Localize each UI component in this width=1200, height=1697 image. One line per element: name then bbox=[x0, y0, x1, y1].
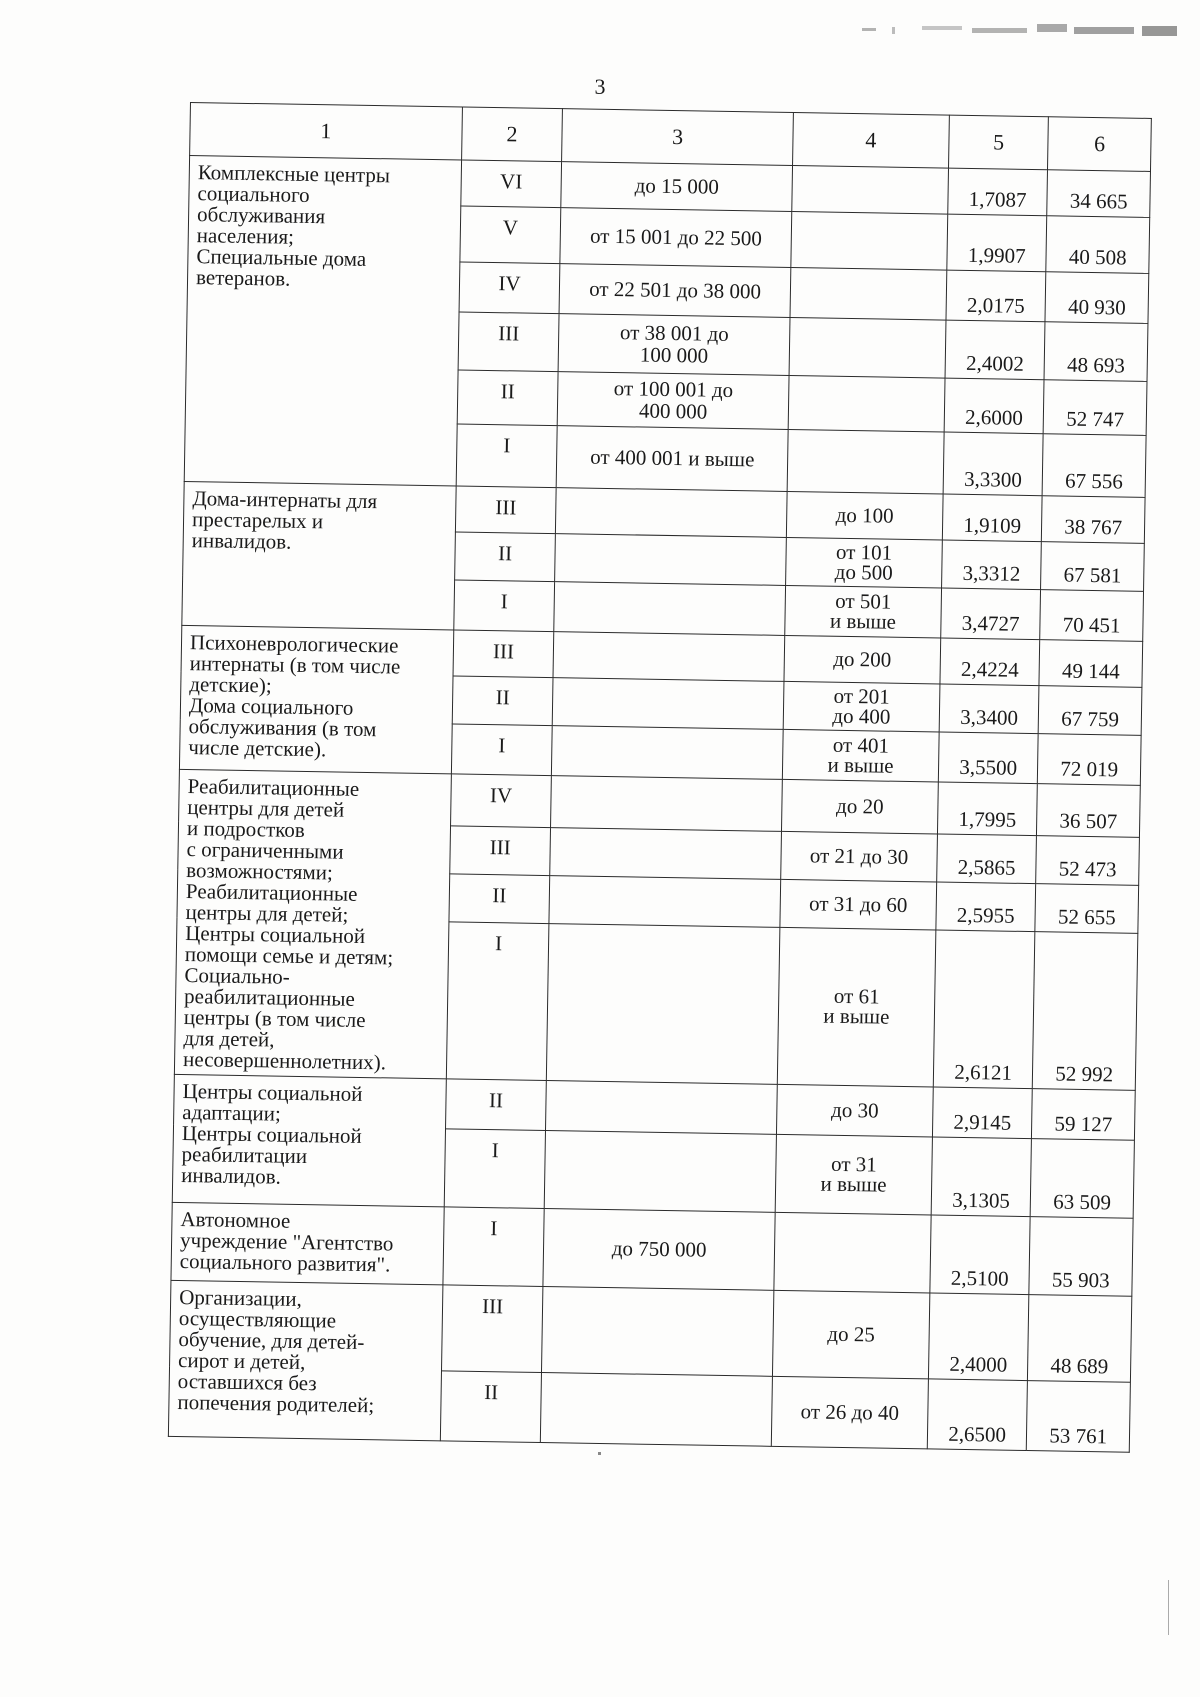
category-cell: III bbox=[450, 826, 551, 876]
population-line: от 400 001 и выше bbox=[590, 444, 755, 472]
institution-type-line: Дома-интернаты для bbox=[192, 486, 378, 514]
coefficient-cell: 3,4727 bbox=[941, 588, 1041, 640]
institution-type-line: Центры социальной bbox=[181, 1121, 362, 1148]
population-cell bbox=[551, 776, 783, 832]
population-line: от 38 001 до bbox=[619, 320, 730, 347]
capacity-line: до 200 bbox=[833, 646, 892, 672]
capacity-line: и выше bbox=[829, 608, 897, 634]
institution-type-line: детские); bbox=[189, 672, 272, 698]
amount-cell: 67 759 bbox=[1039, 686, 1142, 736]
institution-type-cell bbox=[168, 1280, 442, 1440]
amount-cell: 48 689 bbox=[1028, 1295, 1132, 1383]
category-cell: I bbox=[443, 1207, 545, 1287]
capacity-line: от 101 bbox=[835, 539, 893, 565]
institution-type-line: Дома социального bbox=[188, 693, 354, 720]
coefficient-cell: 2,5100 bbox=[930, 1215, 1031, 1295]
institution-type-line: Центры социальной bbox=[182, 1079, 363, 1106]
capacity-line: до 100 bbox=[835, 502, 894, 528]
population-cell bbox=[542, 1287, 774, 1377]
institution-type-line: обучение, для детей- bbox=[178, 1326, 365, 1355]
capacity-cell bbox=[774, 1212, 931, 1293]
coefficient-cell: 2,4224 bbox=[940, 638, 1040, 686]
column-header: 5 bbox=[948, 115, 1048, 170]
capacity-line: до 25 bbox=[827, 1321, 876, 1347]
capacity-cell bbox=[782, 779, 939, 834]
capacity-cell bbox=[784, 635, 941, 684]
capacity-line: от 21 до 30 bbox=[809, 843, 909, 869]
coefficient-cell: 1,9109 bbox=[942, 494, 1042, 542]
institution-type-line: несовершеннолетних). bbox=[182, 1047, 387, 1075]
category-cell: II bbox=[440, 1371, 542, 1443]
population-cell bbox=[547, 924, 780, 1084]
population-line: от 15 001 до 22 500 bbox=[589, 223, 763, 251]
coefficient-cell: 1,7087 bbox=[948, 168, 1048, 216]
column-header: 6 bbox=[1048, 117, 1151, 172]
population-cell bbox=[560, 208, 792, 268]
institution-type-line: числе детские). bbox=[188, 735, 327, 762]
capacity-line: и выше bbox=[823, 1003, 890, 1029]
category-cell: V bbox=[460, 206, 561, 264]
capacity-line: до 20 bbox=[835, 793, 884, 819]
capacity-line: до 500 bbox=[834, 559, 893, 585]
capacity-cell bbox=[791, 211, 948, 270]
capacity-cell bbox=[777, 928, 935, 1087]
population-cell bbox=[555, 534, 787, 586]
population-line: от 100 001 до bbox=[613, 376, 734, 403]
population-line: от 22 501 до 38 000 bbox=[588, 276, 762, 304]
coefficient-cell: 3,5500 bbox=[938, 732, 1038, 784]
amount-cell: 70 451 bbox=[1040, 590, 1143, 642]
institution-type-line: социального bbox=[197, 181, 310, 207]
tariff-table bbox=[168, 102, 1152, 1453]
amount-cell: 55 903 bbox=[1029, 1217, 1133, 1297]
population-cell bbox=[554, 582, 786, 636]
institution-type-line: возможностями; bbox=[186, 858, 334, 885]
amount-cell: 52 747 bbox=[1044, 380, 1147, 436]
capacity-cell bbox=[786, 491, 943, 540]
coefficient-cell: 2,6121 bbox=[933, 930, 1035, 1088]
capacity-line: от 501 bbox=[835, 588, 892, 614]
coefficient-cell: 3,3312 bbox=[941, 540, 1041, 590]
institution-type-line: обслуживания bbox=[196, 202, 326, 229]
category-cell: II bbox=[445, 1079, 546, 1131]
institution-type-line: Реабилитационные bbox=[185, 879, 358, 906]
institution-type-line: центры (в том числе bbox=[183, 1005, 366, 1033]
population-cell bbox=[549, 876, 781, 928]
capacity-line: от 31 bbox=[830, 1151, 877, 1177]
coefficient-cell: 2,0175 bbox=[946, 270, 1046, 322]
category-cell: I bbox=[444, 1129, 546, 1209]
institution-type-line: социального развития". bbox=[179, 1248, 391, 1277]
capacity-cell bbox=[771, 1376, 928, 1449]
population-line: 400 000 bbox=[638, 397, 708, 424]
amount-cell: 72 019 bbox=[1038, 734, 1141, 786]
institution-type-line: центры для детей bbox=[187, 795, 345, 822]
population-cell bbox=[541, 1373, 773, 1447]
coefficient-cell: 3,1305 bbox=[931, 1137, 1032, 1217]
institution-type-line: инвалидов. bbox=[191, 528, 292, 554]
coefficient-cell: 2,4000 bbox=[928, 1293, 1029, 1381]
capacity-cell bbox=[789, 317, 946, 378]
institution-type-line: инвалидов. bbox=[181, 1163, 282, 1189]
population-cell bbox=[559, 264, 791, 318]
institution-type-line: попечения родителей; bbox=[177, 1389, 375, 1418]
scan-artifact bbox=[852, 18, 1182, 44]
coefficient-cell: 3,3300 bbox=[943, 432, 1043, 496]
amount-cell: 36 507 bbox=[1037, 784, 1140, 838]
population-line: 100 000 bbox=[639, 341, 709, 368]
institution-type-line: с ограниченными bbox=[186, 837, 344, 864]
institution-type-line: престарелых и bbox=[191, 507, 324, 534]
population-cell bbox=[552, 678, 784, 730]
capacity-cell bbox=[787, 429, 944, 494]
institution-type-line: реабилитации bbox=[181, 1142, 308, 1169]
institution-type-line: осуществляющие bbox=[178, 1305, 337, 1333]
capacity-cell bbox=[785, 585, 942, 638]
amount-cell: 38 767 bbox=[1042, 496, 1145, 544]
population-cell bbox=[544, 1131, 776, 1213]
institution-type-line: Автономное bbox=[180, 1206, 291, 1233]
column-header: 3 bbox=[562, 109, 794, 166]
capacity-cell bbox=[776, 1084, 933, 1137]
population-line: до 750 000 bbox=[611, 1235, 707, 1262]
institution-type-line: Организации, bbox=[178, 1284, 303, 1312]
coefficient-cell: 2,6000 bbox=[944, 378, 1044, 434]
population-cell bbox=[561, 162, 792, 212]
capacity-line: от 31 до 60 bbox=[808, 891, 908, 917]
capacity-line: от 61 bbox=[833, 984, 880, 1009]
coefficient-cell: 2,6500 bbox=[927, 1379, 1028, 1451]
population-cell bbox=[546, 1081, 778, 1135]
category-cell: I bbox=[454, 580, 555, 632]
capacity-cell bbox=[786, 537, 943, 588]
category-cell: IV bbox=[450, 774, 551, 828]
capacity-line: и выше bbox=[827, 752, 894, 778]
institution-type-line: Специальные дома bbox=[196, 244, 367, 271]
institution-type-line: сирот и детей, bbox=[177, 1347, 306, 1375]
amount-cell: 52 655 bbox=[1035, 884, 1138, 934]
capacity-cell bbox=[781, 832, 938, 883]
institution-type-cell bbox=[171, 1202, 444, 1284]
category-cell: IV bbox=[459, 262, 560, 314]
institution-type-line: реабилитационные bbox=[183, 984, 356, 1011]
category-cell: III bbox=[458, 312, 559, 372]
institution-type-line: ветеранов. bbox=[195, 265, 291, 291]
capacity-line: от 201 bbox=[833, 683, 890, 709]
capacity-cell bbox=[775, 1134, 932, 1215]
column-header: 2 bbox=[461, 107, 562, 162]
population-cell bbox=[557, 372, 789, 430]
category-cell: III bbox=[441, 1285, 543, 1373]
coefficient-cell: 2,9145 bbox=[932, 1087, 1032, 1139]
coefficient-cell: 1,7995 bbox=[937, 782, 1037, 836]
capacity-cell bbox=[790, 267, 947, 320]
capacity-cell bbox=[792, 165, 949, 214]
category-cell: II bbox=[457, 370, 558, 426]
population-cell bbox=[558, 314, 790, 376]
institution-type-cell bbox=[172, 1074, 446, 1206]
category-cell: I bbox=[446, 922, 549, 1080]
amount-cell: 53 761 bbox=[1027, 1381, 1131, 1453]
capacity-line: от 26 до 40 bbox=[800, 1398, 900, 1425]
institution-type-line: адаптации; bbox=[182, 1100, 282, 1126]
institution-type-line: Социально- bbox=[184, 963, 290, 989]
amount-cell: 52 473 bbox=[1036, 836, 1139, 886]
population-cell bbox=[553, 632, 784, 682]
category-cell: III bbox=[453, 630, 554, 678]
coefficient-cell: 3,3400 bbox=[939, 684, 1039, 734]
population-cell bbox=[552, 726, 784, 780]
institution-type-line: Комплексные центры bbox=[197, 160, 391, 188]
institution-type-cell bbox=[179, 625, 453, 773]
institution-type-line: обслуживания (в том bbox=[188, 714, 377, 742]
amount-cell: 59 127 bbox=[1032, 1089, 1135, 1141]
institution-type-cell bbox=[184, 156, 461, 486]
amount-cell: 34 665 bbox=[1047, 170, 1150, 218]
category-cell: III bbox=[455, 486, 556, 534]
column-header: 4 bbox=[793, 113, 950, 169]
amount-cell: 67 556 bbox=[1042, 434, 1146, 498]
population-cell bbox=[556, 488, 787, 538]
amount-cell: 52 992 bbox=[1033, 932, 1138, 1090]
table-body bbox=[168, 156, 1150, 1453]
scan-edge-line bbox=[1168, 1580, 1169, 1635]
institution-type-line: населения; bbox=[196, 223, 295, 249]
capacity-line: до 400 bbox=[832, 703, 891, 729]
institution-type-line: Центры социальной bbox=[185, 921, 366, 949]
institution-type-line: оставшихся без bbox=[177, 1368, 317, 1396]
amount-cell: 49 144 bbox=[1039, 640, 1142, 688]
capacity-cell bbox=[772, 1290, 929, 1379]
capacity-cell bbox=[782, 729, 939, 782]
category-cell: I bbox=[456, 424, 558, 488]
scan-speck bbox=[598, 1452, 601, 1455]
amount-cell: 40 508 bbox=[1046, 216, 1150, 274]
amount-cell: 63 509 bbox=[1031, 1139, 1135, 1219]
capacity-cell bbox=[780, 880, 937, 931]
capacity-line: до 30 bbox=[830, 1097, 879, 1123]
capacity-line: от 401 bbox=[832, 732, 890, 758]
population-cell bbox=[556, 426, 788, 492]
institution-type-cell bbox=[182, 481, 456, 629]
coefficient-cell: 2,5865 bbox=[937, 834, 1037, 884]
capacity-cell bbox=[788, 375, 945, 432]
capacity-line: и выше bbox=[820, 1171, 887, 1197]
institution-type-line: помощи семье и детям; bbox=[184, 942, 394, 970]
institution-type-line: интернаты (в том числе bbox=[189, 651, 401, 679]
institution-type-cell bbox=[174, 769, 451, 1078]
coefficient-cell: 2,5955 bbox=[936, 882, 1036, 932]
amount-cell: 67 581 bbox=[1041, 542, 1144, 592]
page-number: 3 bbox=[594, 74, 606, 99]
institution-type-line: и подростков bbox=[186, 816, 306, 843]
category-cell: II bbox=[454, 532, 555, 582]
category-cell: II bbox=[449, 874, 550, 924]
institution-type-line: Психоневрологические bbox=[189, 630, 399, 658]
coefficient-cell: 1,9907 bbox=[947, 214, 1047, 272]
category-cell: II bbox=[452, 676, 553, 726]
institution-type-line: Реабилитационные bbox=[187, 774, 360, 801]
table-row bbox=[170, 1280, 1132, 1382]
population-line: до 15 000 bbox=[634, 173, 720, 199]
institution-type-line: учреждение "Агентство bbox=[179, 1227, 394, 1256]
coefficient-cell: 2,4002 bbox=[945, 320, 1045, 380]
amount-cell: 40 930 bbox=[1045, 272, 1148, 324]
amount-cell: 48 693 bbox=[1044, 322, 1148, 382]
institution-type-line: для детей, bbox=[183, 1026, 275, 1052]
category-cell: I bbox=[451, 724, 552, 776]
column-header: 1 bbox=[190, 103, 463, 160]
institution-type-line: центры для детей; bbox=[185, 900, 349, 927]
population-cell bbox=[550, 828, 782, 880]
population-cell bbox=[543, 1209, 775, 1291]
capacity-cell bbox=[783, 681, 940, 732]
category-cell: VI bbox=[461, 160, 562, 208]
